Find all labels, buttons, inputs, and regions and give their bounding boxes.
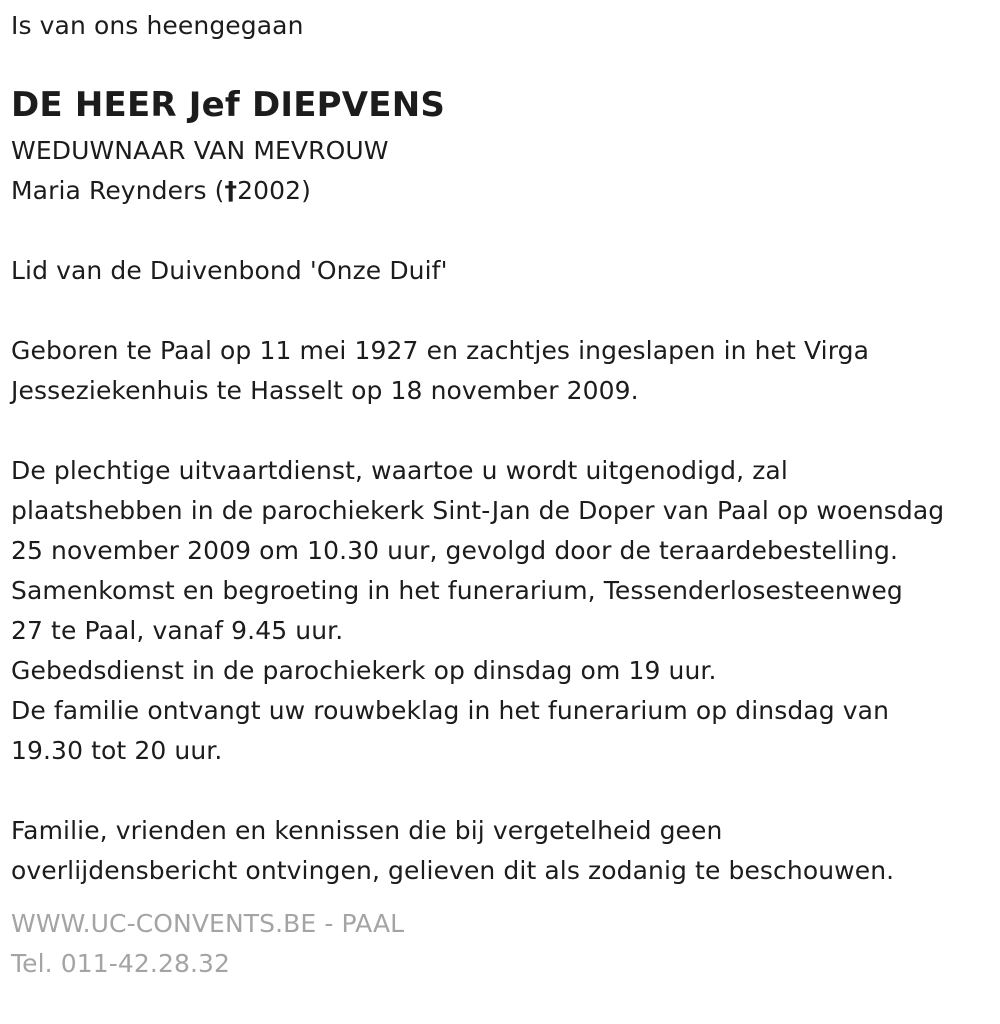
- birth-death-paragraph: [11, 331, 996, 411]
- closing-paragraph: [11, 811, 996, 891]
- spouse-death-year: 2002: [237, 176, 302, 205]
- funeral-home-website: WWW.UC-CONVENTS.BE - PAAL: [11, 909, 405, 938]
- spouse-name: Maria Reynders (: [11, 176, 225, 205]
- spouse-name-close: ): [301, 176, 312, 205]
- paragraph-line: Familie, vrienden en kennissen die bij vergetelheid geen: [11, 816, 723, 845]
- paragraph-line: Samenkomst en begroeting in het funerarium, Tessenderlosesteenweg: [11, 576, 903, 605]
- funeral-home-phone: Tel. 011-42.28.32: [11, 949, 231, 978]
- paragraph-line: Gebedsdienst in de parochiekerk op dinsdag om 19 uur.: [11, 656, 717, 685]
- deceased-name: DE HEER Jef DIEPVENS: [11, 85, 446, 125]
- paragraph-line: Geboren te Paal op 11 mei 1927 en zachtjes ingeslapen in het Virga: [11, 336, 870, 365]
- paragraph-line: plaatshebben in de parochiekerk Sint-Jan de Doper van Paal op woensdag: [11, 496, 945, 525]
- membership-text: Lid van de Duivenbond 'Onze Duif': [11, 256, 448, 285]
- paragraph-line: 25 november 2009 om 10.30 uur, gevolgd door de teraardebestelling.: [11, 536, 899, 565]
- paragraph-line: overlijdensbericht ontvingen, gelieven dit als zodanig te beschouwen.: [11, 856, 895, 885]
- intro-text: Is van ons heengegaan: [11, 11, 304, 40]
- paragraph-line: De plechtige uitvaartdienst, waartoe u wordt uitgenodigd, zal: [11, 456, 788, 485]
- paragraph-line: Jesseziekenhuis te Hasselt op 18 november 2009.: [11, 376, 639, 405]
- spouse-title: WEDUWNAAR VAN MEVROUW: [11, 136, 389, 165]
- paragraph-line: 19.30 tot 20 uur.: [11, 736, 223, 765]
- paragraph-line: De familie ontvangt uw rouwbeklag in het funerarium op dinsdag van: [11, 696, 890, 725]
- obituary-notice: [11, 0, 996, 984]
- spouse-name-line: [11, 171, 996, 211]
- cross-icon: †: [224, 176, 238, 205]
- funeral-service-paragraph: [11, 451, 996, 771]
- paragraph-line: 27 te Paal, vanaf 9.45 uur.: [11, 616, 344, 645]
